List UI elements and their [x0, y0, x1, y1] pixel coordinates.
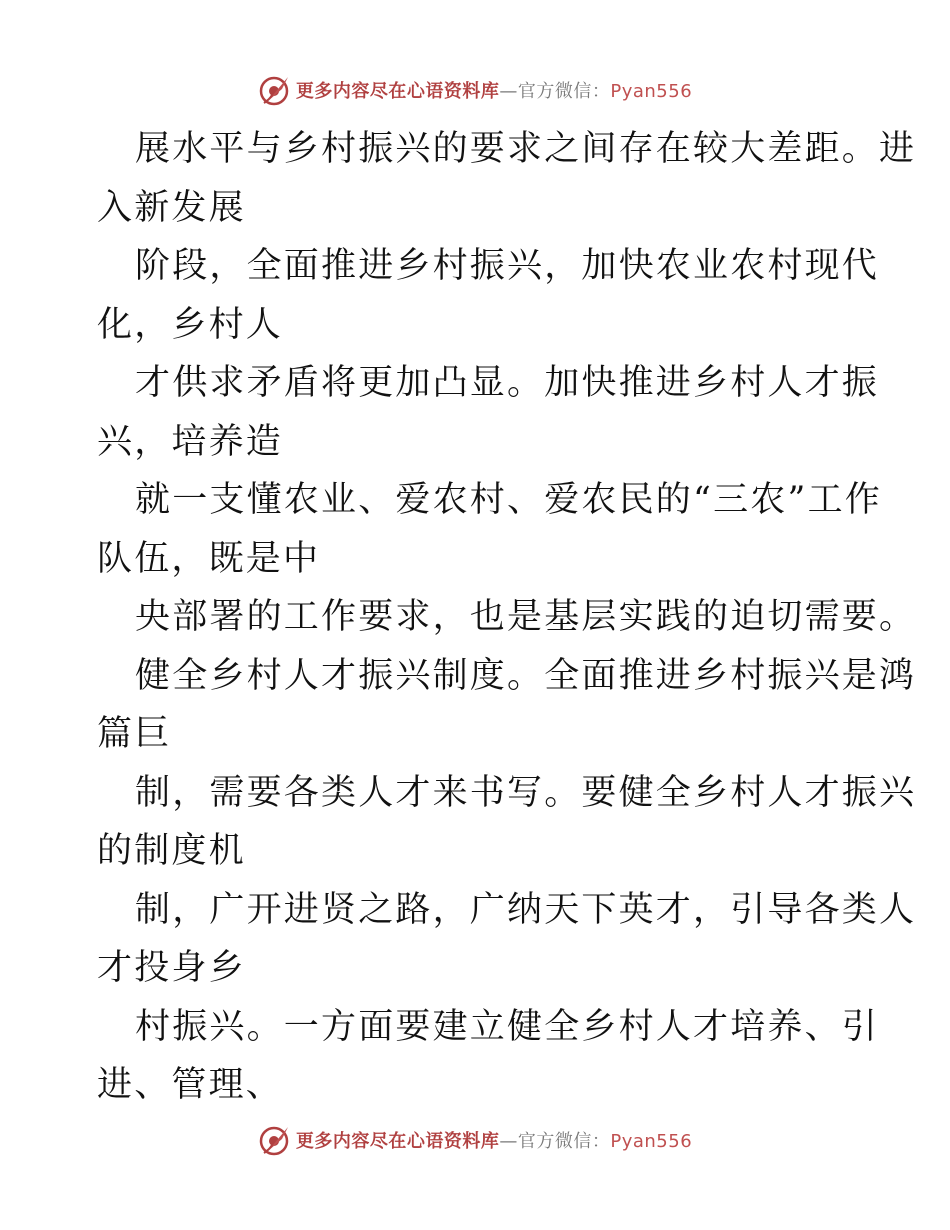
wechat-label: 官方微信：: [517, 1131, 611, 1152]
banner-separator: —: [499, 81, 518, 102]
banner-slogan: 更多内容尽在心语资料库: [295, 1131, 500, 1152]
document-body: [97, 120, 917, 1115]
body-line: 阶段，全面推进乡村振兴，加快农业农村现代: [135, 246, 880, 286]
wechat-id: Pyan556: [610, 81, 693, 102]
body-line: 队伍，既是中: [97, 538, 321, 579]
wechat-id: Pyan556: [610, 1131, 693, 1152]
body-line: 就一支懂农业、爱农村、爱农民的“三农”工作: [135, 480, 882, 520]
body-line: 兴，培养造: [97, 421, 284, 462]
body-line: 的制度机: [97, 831, 246, 871]
body-line: 进、管理、: [97, 1065, 284, 1105]
quill-pen-logo-icon: [258, 73, 292, 107]
body-line: 展水平与乡村振兴的要求之间存在较大差距。进: [135, 129, 917, 169]
banner-slogan: 更多内容尽在心语资料库: [295, 81, 500, 102]
wechat-label: 官方微信：: [517, 81, 611, 102]
banner-separator: —: [499, 1131, 518, 1152]
footer-banner: [0, 1120, 950, 1160]
quill-pen-logo-icon: [258, 1123, 292, 1157]
body-line: 村振兴。一方面要建立健全乡村人才培养、引: [135, 1006, 880, 1047]
footer-banner-text: [296, 1127, 692, 1153]
body-line: 才投身乡: [97, 948, 246, 988]
body-line: 健全乡村人才振兴制度。全面推进乡村振兴是鸿: [135, 655, 917, 696]
body-line: 才供求矛盾将更加凸显。加快推进乡村人才振: [135, 363, 880, 403]
body-line: 入新发展: [97, 187, 246, 228]
body-line: 制，广开进贤之路，广纳天下英才，引导各类人: [135, 889, 917, 930]
body-line: 篇巨: [97, 714, 172, 754]
body-line: 制，需要各类人才来书写。要健全乡村人才振兴: [135, 772, 917, 813]
body-line: 化，乡村人: [97, 304, 284, 345]
body-line: 央部署的工作要求，也是基层实践的迫切需要。: [135, 597, 917, 637]
header-banner: [0, 70, 950, 110]
header-banner-text: [296, 77, 692, 103]
